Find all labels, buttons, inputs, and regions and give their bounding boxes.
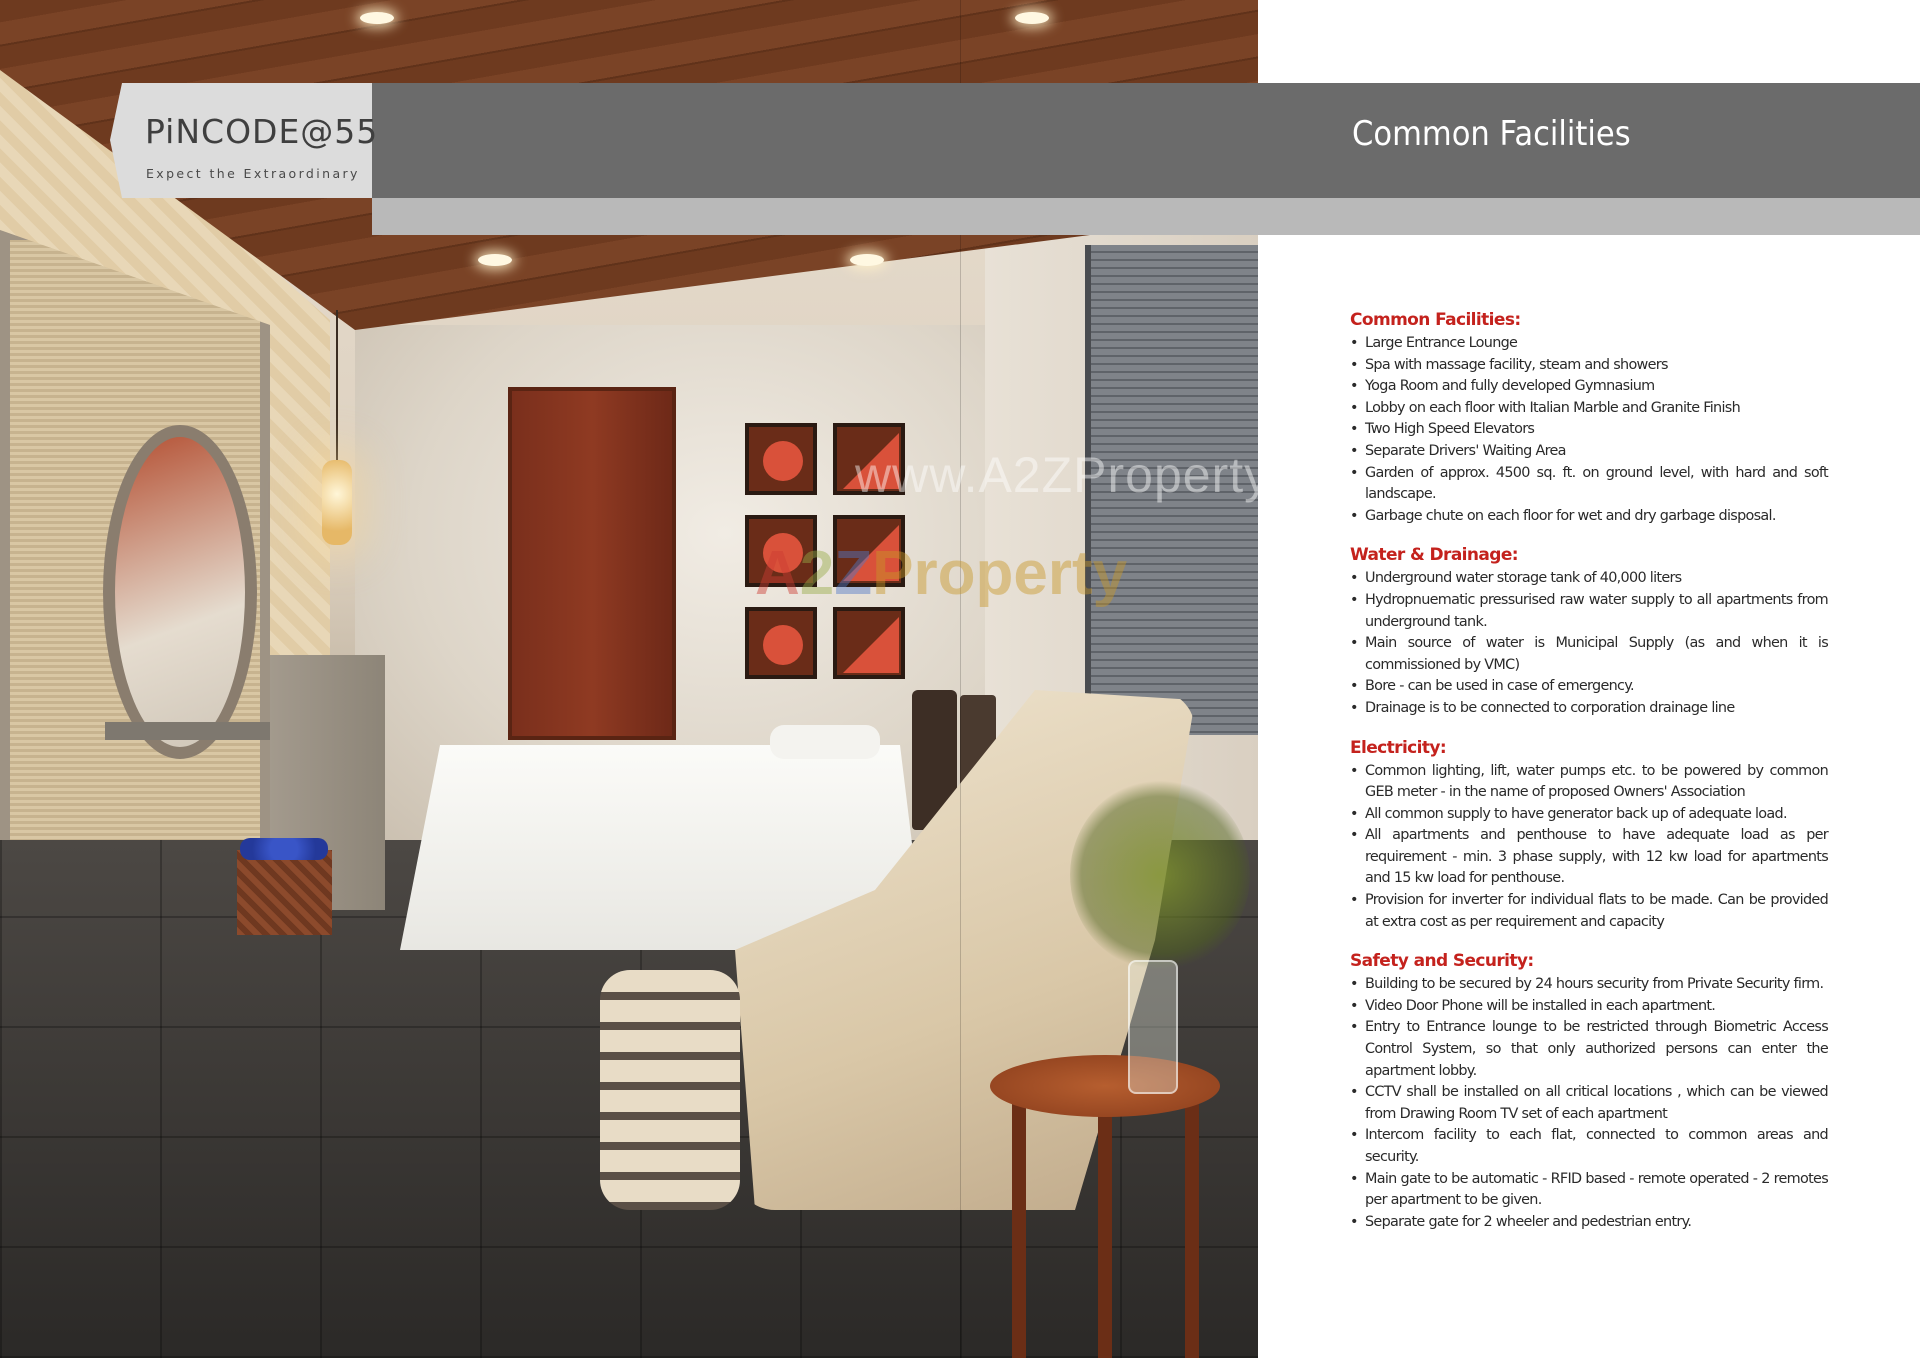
pillow (770, 725, 880, 759)
list-item: • Building to be secured by 24 hours security from Private Security firm. (1365, 974, 1828, 996)
wooden-door (508, 387, 676, 740)
section-safety-security (1350, 951, 1828, 1233)
list-item: • Hydropnuematic pressurised raw water supply to all apartments from underground tank. (1365, 590, 1828, 633)
list-item: • Drainage is to be connected to corporation drainage line (1365, 698, 1828, 720)
ceiling-light (1015, 12, 1049, 24)
list-item: • CCTV shall be installed on all critical locations , which can be viewed from Drawing Room TV set of each apartment (1365, 1082, 1828, 1125)
glass-vase (1128, 960, 1178, 1094)
side-table (990, 1055, 1220, 1117)
list-item: • Main source of water is Municipal Supply (as and when it is commissioned by VMC) (1365, 633, 1828, 676)
section-heading: Common Facilities: (1350, 310, 1521, 330)
header-band (372, 83, 1920, 198)
list-item: • Bore - can be used in case of emergency. (1365, 676, 1828, 698)
section-common-facilities (1350, 310, 1828, 527)
list-item: • Garden of approx. 4500 sq. ft. on ground level, with hard and soft landscape. (1365, 463, 1828, 506)
section-heading: Electricity: (1350, 737, 1447, 758)
round-mirror (103, 425, 257, 759)
bullet-list (1350, 333, 1828, 527)
list-item: • All apartments and penthouse to have adequate load as per requirement - min. 3 phase supply, with 12 kw load for apartments and 15 kw load for penthouse. (1365, 825, 1828, 890)
section-water-drainage (1350, 545, 1828, 719)
page-title: Common Facilities (1352, 114, 1631, 154)
watermark-letter: Z (834, 539, 873, 608)
section-heading: Safety and Security: (1350, 951, 1534, 972)
ceiling-light (478, 254, 512, 266)
watermark-brand (755, 538, 1127, 609)
pendant-cord (336, 310, 338, 460)
list-item: • Common lighting, lift, water pumps etc. to be powered by common GEB meter - in the name of proposed Owners' Association (1365, 761, 1828, 804)
massage-chair-footrest (600, 970, 740, 1210)
watermark-url: www.A2ZProperty.in (855, 447, 1323, 503)
watermark-word: Property (872, 539, 1128, 608)
wall-art-tile (745, 607, 817, 679)
list-item: • Intercom facility to each flat, connected to common areas and security. (1365, 1125, 1828, 1168)
pendant-lamp (322, 460, 352, 545)
list-item: • Large Entrance Lounge (1365, 333, 1828, 355)
logo-tagline: Expect the Extraordinary (146, 166, 360, 181)
list-item: • Entry to Entrance lounge to be restricted through Biometric Access Control System, so that only authorized persons can enter the apartment lobby. (1365, 1017, 1828, 1082)
ceiling-light (850, 254, 884, 266)
list-item: • Provision for inverter for individual flats to be made. Can be provided at extra cost as per requirement and capacity (1365, 890, 1828, 933)
list-item: • Garbage chute on each floor for wet and dry garbage disposal. (1365, 506, 1828, 528)
list-item: • Two High Speed Elevators (1365, 419, 1828, 441)
blue-flowers (240, 838, 328, 860)
section-electricity (1350, 738, 1828, 934)
list-item: • Video Door Phone will be installed in each apartment. (1365, 996, 1828, 1018)
bullet-list (1350, 761, 1828, 934)
facilities-text (1350, 310, 1828, 1251)
potted-plant (1070, 780, 1250, 970)
bullet-list (1350, 568, 1828, 719)
list-item: • Underground water storage tank of 40,000 liters (1365, 568, 1828, 590)
table-leg (1185, 1100, 1199, 1358)
list-item: • Separate gate for 2 wheeler and pedestrian entry. (1365, 1212, 1828, 1234)
ceiling-light (360, 12, 394, 24)
wicker-basket (237, 850, 332, 935)
bullet-list (1350, 974, 1828, 1233)
table-leg (1098, 1100, 1112, 1358)
list-item: • Spa with massage facility, steam and showers (1365, 355, 1828, 377)
wall-art-tile (745, 423, 817, 495)
logo-wordmark: PiNCODE@55 (145, 112, 379, 151)
list-item: • All common supply to have generator back up of adequate load. (1365, 804, 1828, 826)
header-subband (372, 198, 1920, 235)
table-leg (1012, 1100, 1026, 1358)
list-item: • Yoga Room and fully developed Gymnasium (1365, 376, 1828, 398)
section-heading: Water & Drainage: (1350, 545, 1518, 566)
list-item: • Separate Drivers' Waiting Area (1365, 441, 1828, 463)
list-item: • Lobby on each floor with Italian Marble and Granite Finish (1365, 398, 1828, 420)
wall-art-tile (833, 607, 905, 679)
watermark-letter: A (755, 539, 800, 608)
watermark-letter: 2 (799, 539, 835, 608)
list-item: • Main gate to be automatic - RFID based - remote operated - 2 remotes per apartment to be given. (1365, 1169, 1828, 1212)
